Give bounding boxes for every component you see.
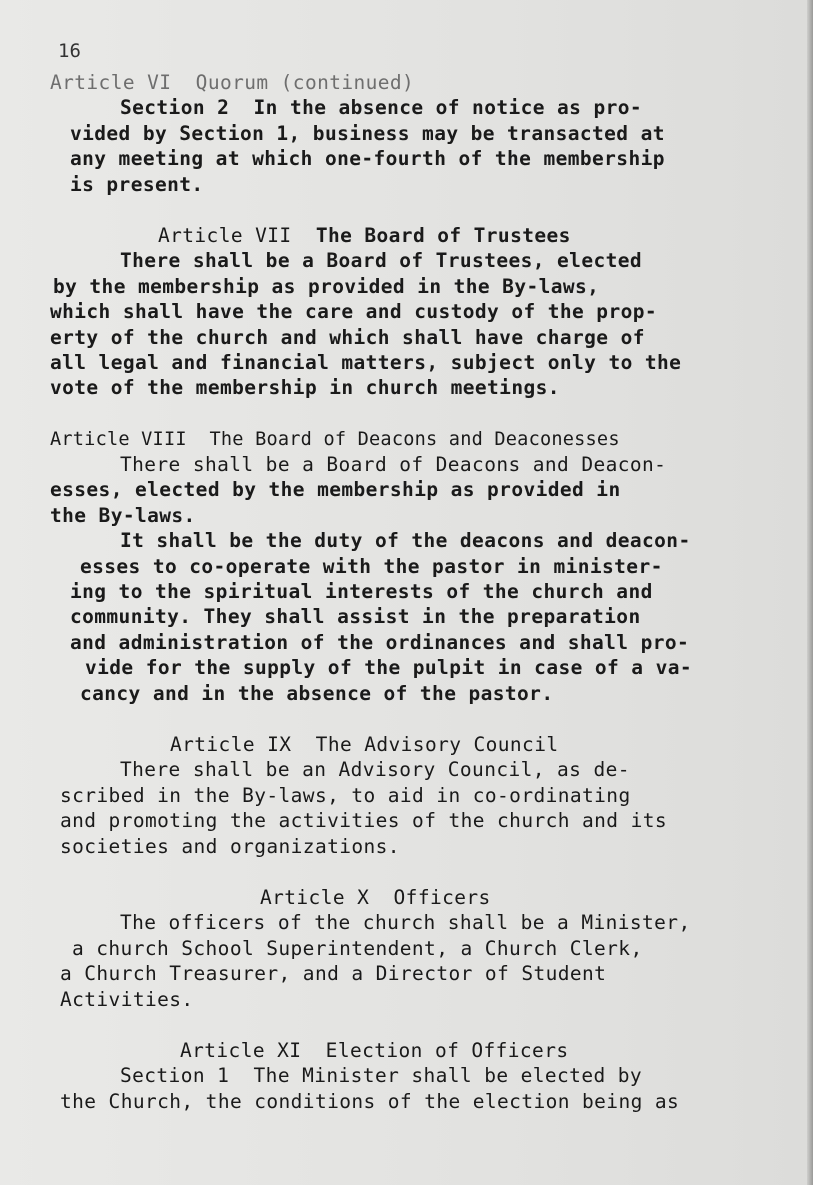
article-6-line: is present. bbox=[70, 172, 204, 196]
article-9-line: and promoting the activities of the church and its bbox=[60, 809, 667, 833]
article-8-heading: Article VIII The Board of Deacons and Deaconesses bbox=[50, 428, 620, 450]
article-7-line: by the membership as provided in the By-laws, bbox=[53, 274, 600, 298]
article-8-line: There shall be a Board of Deacons and Deacon- bbox=[120, 453, 667, 477]
article-8-line: ing to the spiritual interests of the church and bbox=[70, 580, 653, 604]
article-6-line: vided by Section 1, business may be transacted at bbox=[70, 121, 665, 145]
article-7-line: which shall have the care and custody of the prop- bbox=[50, 300, 657, 324]
document-body bbox=[50, 70, 730, 1114]
article-11-line: Section 1 The Minister shall be elected by bbox=[120, 1064, 643, 1088]
article-9-line: scribed in the By-laws, to aid in co-ordinating bbox=[60, 783, 631, 807]
article-7-heading-prefix: Article VII bbox=[158, 223, 292, 247]
article-10-line: a Church Treasurer, and a Director of Student bbox=[60, 962, 607, 986]
article-10-line: a church School Superintendent, a Church Clerk, bbox=[72, 936, 643, 960]
article-7-line: There shall be a Board of Trustees, elected bbox=[120, 249, 643, 273]
article-8-line: cancy and in the absence of the pastor. bbox=[80, 681, 554, 705]
article-7-line: erty of the church and which shall have charge of bbox=[50, 325, 645, 349]
article-7-line: all legal and financial matters, subject only to the bbox=[50, 350, 682, 374]
article-8-line: the By-laws. bbox=[50, 503, 196, 527]
article-7-heading-title: The Board of Trustees bbox=[315, 223, 571, 247]
article-10-line: Activities. bbox=[60, 987, 194, 1011]
article-7-line: vote of the membership in church meetings. bbox=[50, 376, 560, 400]
article-10-heading: Article X Officers bbox=[260, 885, 491, 909]
article-8-line: and administration of the ordinances and shall pro- bbox=[70, 630, 690, 654]
article-11-line: the Church, the conditions of the election being as bbox=[60, 1089, 680, 1113]
page-edge bbox=[807, 0, 813, 1185]
article-8-line: esses to co-operate with the pastor in minister- bbox=[80, 554, 663, 578]
article-10-line: The officers of the church shall be a Minister, bbox=[120, 911, 691, 935]
article-7-heading bbox=[50, 223, 730, 248]
article-6-line: any meeting at which one-fourth of the membership bbox=[70, 147, 665, 171]
article-9-line: societies and organizations. bbox=[60, 834, 400, 858]
article-8-line: esses, elected by the membership as provided in bbox=[50, 478, 621, 502]
article-11-heading: Article XI Election of Officers bbox=[180, 1038, 569, 1062]
article-9-heading: Article IX The Advisory Council bbox=[170, 732, 559, 756]
page-number: 16 bbox=[58, 40, 81, 62]
article-8-line: vide for the supply of the pulpit in case of a va- bbox=[85, 656, 692, 680]
article-8-line: It shall be the duty of the deacons and deacon- bbox=[120, 529, 691, 553]
article-8-line: community. They shall assist in the preparation bbox=[70, 605, 641, 629]
article-6-heading: Article VI Quorum (continued) bbox=[50, 71, 415, 94]
article-6-line: Section 2 In the absence of notice as pro- bbox=[120, 96, 643, 120]
article-9-line: There shall be an Advisory Council, as de- bbox=[120, 758, 630, 782]
